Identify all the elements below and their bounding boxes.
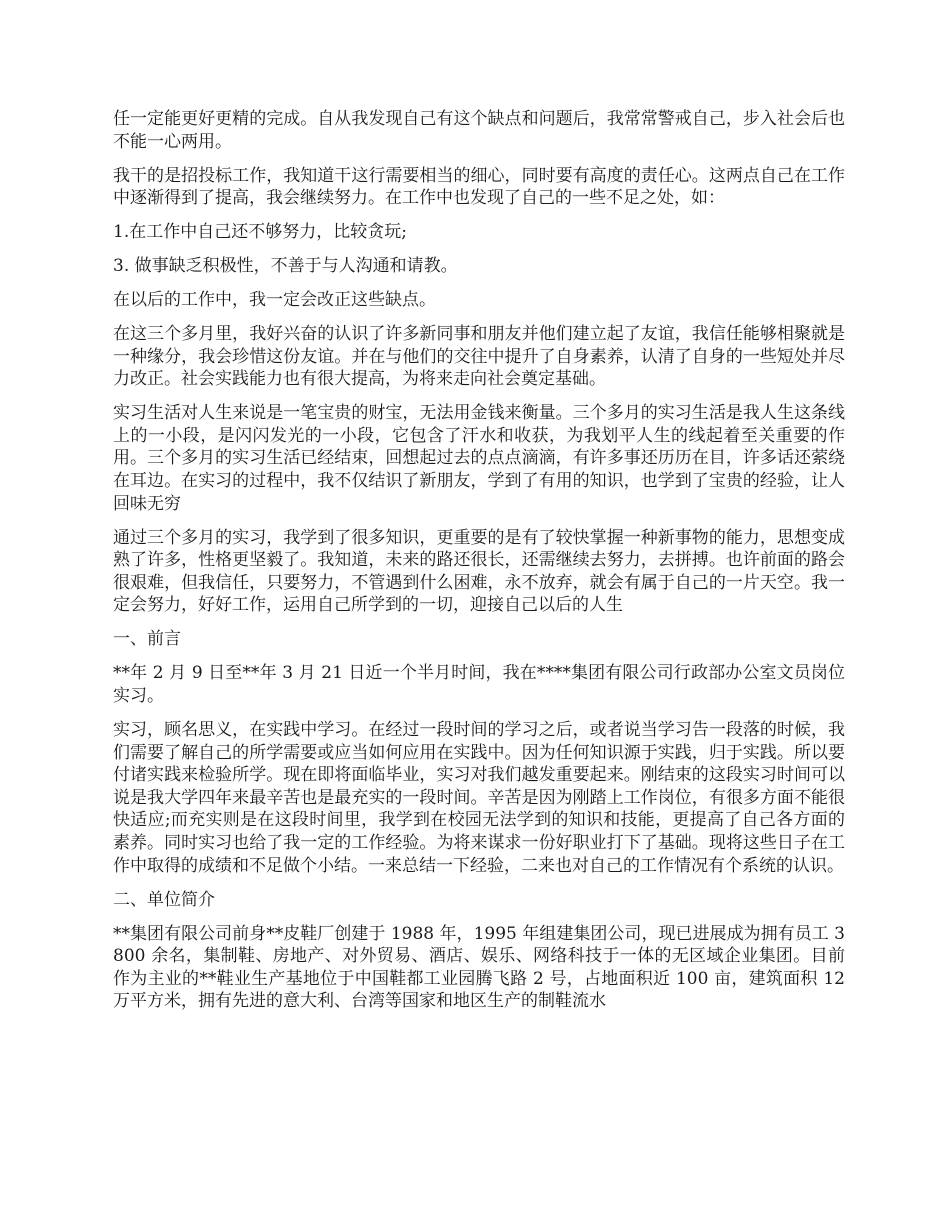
section-heading-preface: 一、前言 <box>113 629 181 650</box>
list-item: 1.在工作中自己还不够努力，比较贪玩; <box>113 222 407 243</box>
section-heading-company-intro: 二、单位简介 <box>113 889 215 910</box>
paragraph: 通过三个多月的实习，我学到了很多知识，更重要的是有了较快掌握一种新事物的能力，思想变成熟了许多，性格更坚毅了。我知道，未来的路还很长，还需继续去努力，去拼搏。也许前面的路会很艰难，但我信任，只要努力，不管遇到什么困难，永不放弃，就会有属于自己的一片天空。我一定会努力，好好工作，运用自己所学到的一切，迎接自己以后的人生 <box>113 527 845 616</box>
paragraph: **年 2 月 9 日至**年 3 月 21 日近一个半月时间，我在****集团有限公司行政部办公室文员岗位实习。 <box>113 663 845 706</box>
paragraph: 在这三个多月里，我好兴奋的认识了许多新同事和朋友并他们建立起了友谊，我信任能够相聚就是一种缘分，我会珍惜这份友谊。并在与他们的交往中提升了自身素养，认清了自身的一些短处并尽力改正。社会实践能力也有很大提高，为将来走向社会奠定基础。 <box>113 324 845 390</box>
paragraph: 我干的是招投标工作，我知道干这行需要相当的细心，同时要有高度的责任心。这两点自己在工作中逐渐得到了提高，我会继续努力。在工作中也发现了自己的一些不足之处，如： <box>113 165 845 209</box>
paragraph: 任一定能更好更精的完成。自从我发现自己有这个缺点和问题后，我常常警戒自己，步入社会后也不能一心两用。 <box>113 109 845 152</box>
list-item: 3. 做事缺乏积极性，不善于与人沟通和请教。 <box>113 256 458 277</box>
paragraph: 实习，顾名思义，在实践中学习。在经过一段时间的学习之后，或者说当学习告一段落的时候，我们需要了解自己的所学需要或应当如何应用在实践中。因为任何知识源于实践，归于实践。所以要付诸实践来检验所学。现在即将面临毕业，实习对我们越发重要起来。刚结束的这段实习时间可以说是我大学四年来最辛苦也是最充实的一段时间。辛苦是因为刚踏上工作岗位，有很多方面不能很快适应;而充实则是在这段时间里，我学到在校园无法学到的知识和技能，更提高了自己各方面的素养。同时实习也给了我一定的工作经验。为将来谋求一份好职业打下了基础。现将这些日子在工作中取得的成绩和不足做个小结。一来总结一下经验，二来也对自己的工作情况有个系统的认识。 <box>113 719 845 876</box>
paragraph: **集团有限公司前身**皮鞋厂创建于 1988 年，1995 年组建集团公司，现已进展成为拥有员工 3800 余名，集制鞋、房地产、对外贸易、酒店、娱乐、网络科技于一体的无区域企业集团。目前作为主业的**鞋业生产基地位于中国鞋都工业园腾飞路 2 号，占地面积近 100 亩，建筑面积 12 万平方米，拥有先进的意大利、台湾等国家和地区生产的制鞋流水 <box>113 923 845 1012</box>
paragraph: 在以后的工作中，我一定会改正这些缺点。 <box>113 290 436 311</box>
document-body <box>113 108 845 1024</box>
paragraph: 实习生活对人生来说是一笔宝贵的财宝，无法用金钱来衡量。三个多月的实习生活是我人生这条线上的一小段，是闪闪发光的一小段，它包含了汗水和收获，为我划平人生的线起着至关重要的作用。三个多月的实习生活已经结束，回想起过去的点点滴滴，有许多事还历历在目，许多话还萦绕在耳边。在实习的过程中，我不仅结识了新朋友，学到了有用的知识，也学到了宝贵的经验，让人回味无穷 <box>113 403 845 514</box>
